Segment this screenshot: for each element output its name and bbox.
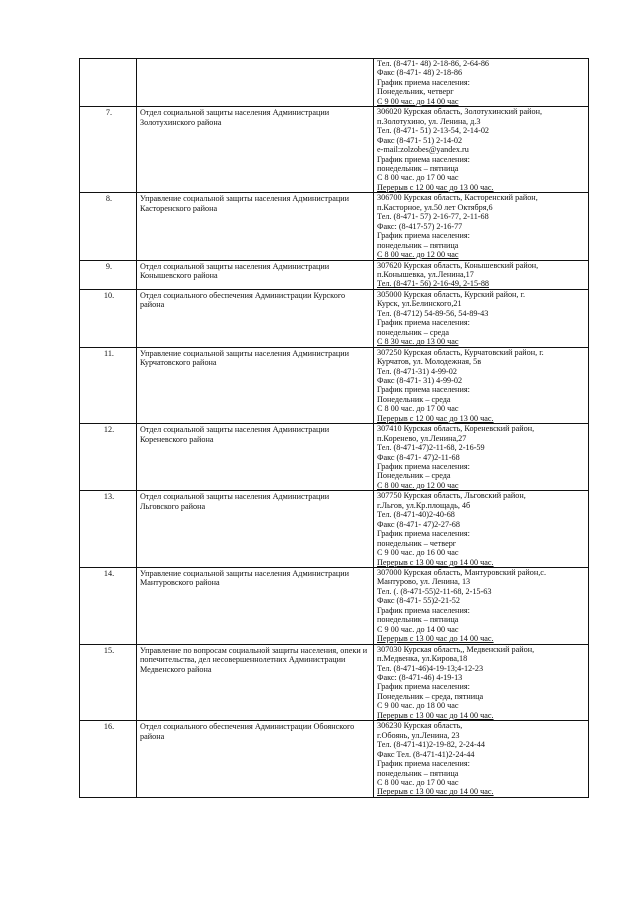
organization-cell <box>137 568 374 645</box>
organization-cell <box>137 193 374 260</box>
contact-line: 307750 Курская область, Льговский район, <box>377 491 526 501</box>
contact-cell <box>374 193 589 260</box>
row-number <box>80 59 136 60</box>
table-row <box>80 491 589 568</box>
contact-line: п.Золотухино, ул. Ленина, д.3 <box>377 116 481 126</box>
table-row <box>80 289 589 347</box>
contact-line: Курчатов, ул. Молодежная, 5в <box>377 357 482 367</box>
row-number-cell <box>80 193 137 260</box>
row-number: 10. <box>103 290 115 300</box>
organization-name: Отдел социального обеспечения Администрации Обоянского района <box>140 722 355 741</box>
contact-line: 307250 Курская область, Курчатовский район, г. <box>377 347 544 357</box>
contact-line: г.Обоянь, ул.Ленина, 23 <box>377 730 460 740</box>
contact-line: Курск, ул.Белинского,21 <box>377 299 462 309</box>
contact-line: График приема населения: <box>377 77 470 87</box>
contact-cell <box>374 347 589 424</box>
organization-cell <box>137 107 374 193</box>
contact-line: Факс (8-471- 51) 2-14-02 <box>377 135 463 145</box>
row-number-cell <box>80 721 137 798</box>
contact-line: График приема населения: <box>377 385 470 395</box>
row-number: 12. <box>103 425 115 435</box>
contact-line: Перерыв с 13 00 час до 14 00 час. <box>377 787 494 797</box>
contact-line: 306020 Курская область, Золотухинский район, <box>377 107 543 117</box>
contact-line: Перерыв с 12 00 час до 13 00 час. <box>377 182 494 192</box>
contact-line: понедельник – среда <box>377 327 449 337</box>
organization-cell <box>137 59 374 107</box>
contact-line: Тел. (8-471-31) 4-99-02 <box>377 366 457 376</box>
table-row <box>80 347 589 424</box>
contact-line: График приема населения: <box>377 529 470 539</box>
contact-line: Тел. (8-471-40)2-40-68 <box>377 510 455 520</box>
contact-line: понедельник – пятница <box>377 768 459 778</box>
contact-line: Тел. (8-4712) 54-89-56, 54-89-43 <box>377 308 489 318</box>
row-number-cell <box>80 644 137 721</box>
contact-line: Факс: (8-471-46) 4-19-13 <box>377 673 463 682</box>
contact-line: Тел. (8-471- 56) 2-16-49, 2-15-88 <box>377 279 490 289</box>
row-number: 14. <box>103 569 115 579</box>
contact-line: Понедельник – среда <box>377 394 451 404</box>
contact-cell <box>374 644 589 721</box>
contact-line: С 8 00 час. до 17 00 час <box>377 404 459 414</box>
row-number-cell <box>80 424 137 491</box>
row-number: 9. <box>105 261 113 271</box>
contact-cell <box>374 721 589 798</box>
table-row <box>80 721 589 798</box>
organization-name: Управление по вопросам социальной защиты населения, опеки и попечительства, дел несовершеннолетних Администрации Медвенского района <box>140 645 368 674</box>
contact-line: Перерыв с 13 00 час до 14 00 час. <box>377 634 494 644</box>
contact-line: С 8 00 час. до 17 00 час <box>377 777 459 787</box>
contact-cell <box>374 568 589 645</box>
contact-line: понедельник – пятница <box>377 163 459 173</box>
contact-line: 307000 Курская область, Мантуровский район,с. <box>377 568 546 578</box>
contact-line: Тел. (8-471-47)2-11-68, 2-16-59 <box>377 443 485 453</box>
row-number: 11. <box>104 348 114 358</box>
contact-cell <box>374 59 589 107</box>
contact-line: Факс (8-471- 55)2-21-52 <box>377 596 460 606</box>
contact-line: п.Конышевка, ул.Ленина,17 <box>377 269 474 279</box>
contact-line: п.Медвенка, ул.Кирова,18 <box>377 654 468 664</box>
contact-cell <box>374 289 589 347</box>
row-number: 16. <box>103 722 115 732</box>
organization-name: Отдел социальной защиты населения Администрации Льговского района <box>140 492 330 511</box>
table-row <box>80 644 589 721</box>
organization-name: Управление социальной защиты населения Администрации Мантуровского района <box>140 569 349 588</box>
organization-name: Отдел социальной защиты населения Администрации Золотухинского района <box>140 108 330 127</box>
organization-cell <box>137 260 374 289</box>
table-row <box>80 59 589 107</box>
contact-line: Тел. (. (8-471-55)2-11-68, 2-15-63 <box>377 586 492 596</box>
contact-line: График приема населения: <box>377 154 470 164</box>
offices-table <box>79 58 589 798</box>
contact-line: e-mail:zolzobes@yandex.ru <box>377 145 469 155</box>
organization-name: Отдел социального обеспечения Администрации Курского района <box>140 290 346 310</box>
contact-line: Факс Тел. (8-471-41)2-24-44 <box>377 749 475 759</box>
contact-line: График приема населения: <box>377 682 470 692</box>
contact-line: Мантурово, ул. Ленина, 13 <box>377 577 471 587</box>
contact-line: Понедельник, четверг <box>377 87 454 97</box>
row-number-cell <box>80 491 137 568</box>
contact-line: График приема населения: <box>377 231 470 241</box>
contact-line: С 8 30 час. до 13 00 час <box>377 337 459 347</box>
contact-line: г.Льгов, ул.Кр.площадь, 4б <box>377 500 471 510</box>
organization-cell <box>137 721 374 798</box>
contact-line: С 9 00 час. до 14 00 час <box>377 624 459 634</box>
contact-line: 306700 Курская область, Касторенский район, <box>377 193 538 203</box>
contact-line: понедельник – пятница <box>377 615 459 625</box>
organization-name: Отдел социальной защиты населения Администрации Конышевского района <box>140 261 330 280</box>
contact-line: Перерыв с 12 00 час до 13 00 час. <box>377 413 494 423</box>
organization-name: Отдел социальной защиты населения Администрации Кореневского района <box>140 425 330 444</box>
contact-line: п.Коренево, ул.Ленина,27 <box>377 433 467 443</box>
row-number: 15. <box>103 645 115 655</box>
contact-line: понедельник – четверг <box>377 538 457 548</box>
row-number: 7. <box>105 108 113 118</box>
organization-cell <box>137 424 374 491</box>
organization-name: Управление социальной защиты населения Администрации Курчатовского района <box>140 348 349 368</box>
contact-line: Факс: (8-417-57) 2-16-77 <box>377 221 463 231</box>
contact-line: 307410 Курская область, Кореневский район, <box>377 424 535 434</box>
contact-line: С 8 00 час. до 12 00 час <box>377 480 459 490</box>
row-number: 13. <box>103 492 115 502</box>
contact-line: С 9 00 час. до 14 00 час <box>377 96 459 106</box>
organization-cell <box>137 289 374 347</box>
organization-cell <box>137 644 374 721</box>
organization-name <box>137 59 373 60</box>
row-number-cell <box>80 59 137 107</box>
row-number-cell <box>80 347 137 424</box>
table-row <box>80 424 589 491</box>
table-row <box>80 107 589 193</box>
contact-line: С 9 00 час. до 16 00 час <box>377 548 459 558</box>
contact-line: Понедельник – среда <box>377 471 451 481</box>
contact-line: Тел. (8-471- 51) 2-13-54, 2-14-02 <box>377 126 490 136</box>
contact-line: Тел. (8-471-41)2-19-82, 2-24-44 <box>377 740 485 750</box>
contact-line: Перерыв с 13 00 час до 14 00 час. <box>377 710 494 720</box>
contact-line: 307620 Курская область, Конышевский район, <box>377 260 539 270</box>
offices-table-body <box>80 59 589 798</box>
organization-cell <box>137 491 374 568</box>
contact-line: понедельник – пятница <box>377 240 459 250</box>
contact-line: 307030 Курская область,, Медвенский район, <box>377 644 535 654</box>
contact-cell <box>374 491 589 568</box>
row-number: 8. <box>105 194 113 204</box>
contact-cell <box>374 260 589 289</box>
contact-line: Факс (8-471- 47)2-11-68 <box>377 452 460 462</box>
contact-line: С 8 00 час. до 17 00 час <box>377 173 459 183</box>
contact-line: График приема населения: <box>377 605 470 615</box>
table-row <box>80 260 589 289</box>
contact-line: п.Касторное, ул.50 лет Октября,6 <box>377 202 493 212</box>
organization-cell <box>137 347 374 424</box>
contact-line: 306230 Курская область, <box>377 721 463 731</box>
contact-line: 305000 Курская область, Курский район, г. <box>377 289 526 299</box>
row-number-cell <box>80 568 137 645</box>
contact-line: Перерыв с 13 00 час до 14 00 час. <box>377 557 494 567</box>
contact-line: График приема населения: <box>377 462 470 472</box>
row-number-cell <box>80 260 137 289</box>
row-number-cell <box>80 107 137 193</box>
contact-line: Тел. (8-471- 48) 2-18-86, 2-64-86 <box>377 59 490 68</box>
contact-line: График приема населения: <box>377 318 470 328</box>
contact-line: Факс (8-471- 47)2-27-68 <box>377 519 460 529</box>
contact-cell <box>374 424 589 491</box>
contact-line: Тел. (8-471- 57) 2-16-77, 2-11-68 <box>377 212 489 222</box>
contact-line: Понедельник – среда, пятница <box>377 691 484 701</box>
contact-cell <box>374 107 589 193</box>
table-row <box>80 568 589 645</box>
contact-line: С 8 00 час. до 12 00 час <box>377 250 459 260</box>
contact-line: График приема населения: <box>377 759 470 769</box>
row-number-cell <box>80 289 137 347</box>
contact-line: Факс (8-471- 31) 4-99-02 <box>377 375 463 385</box>
contact-line: С 9 00 час. до 18 00 час <box>377 701 459 711</box>
contact-line: Факс (8-471- 48) 2-18-86 <box>377 68 463 78</box>
table-row <box>80 193 589 260</box>
organization-name: Управление социальной защиты населения Администрации Касторенского района <box>140 194 349 213</box>
contact-line: Тел. (8-471-46)4-19-13;4-12-23 <box>377 663 484 673</box>
